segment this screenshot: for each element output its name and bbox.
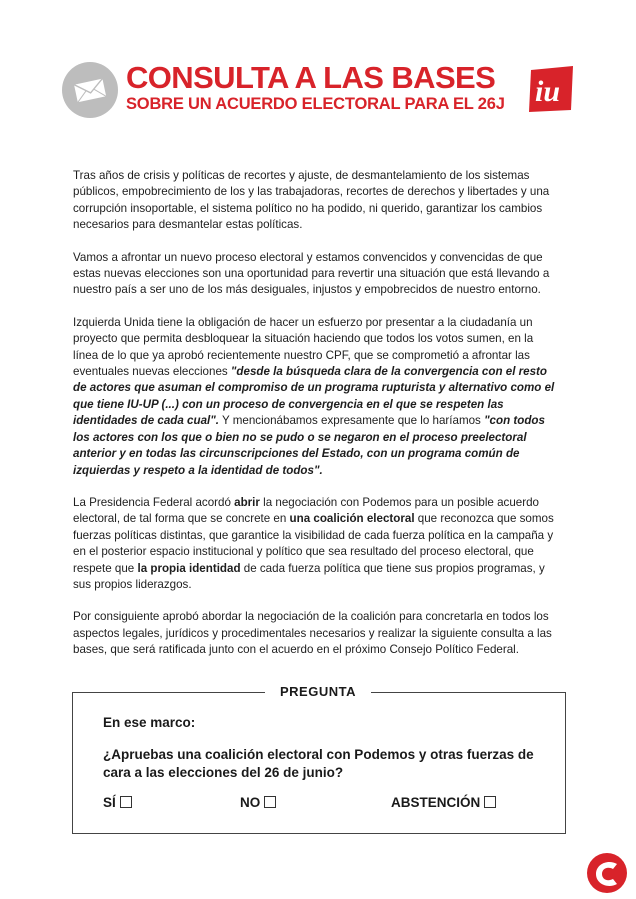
paragraph-3-text-b: Y mencionábamos expresamente que lo haríamos [218, 414, 485, 428]
iu-logo-text: iu [535, 75, 561, 108]
option-no [240, 795, 276, 810]
paragraph-3-quote-2: "con todos los actores con los que o bien no se pudo o se negaron en el proceso preelectoral anterior y en todas las circunscripciones del Estado, con un programa común de izquierdas y respeto a la identidad de todos". [73, 414, 545, 477]
iu-logo-icon [527, 64, 577, 114]
paragraph-4 [73, 495, 561, 593]
paragraph-2: Vamos a afrontar un nuevo proceso electoral y estamos convencidos y convencidas de que estas nuevas elecciones son una oportunidad para revertir una situación que está llevando a nuestro país a ser uno de los más desiguales, injustos y empobrecidos de nuestro entorno. [73, 250, 550, 297]
paragraph-4-bold-1: abrir [234, 495, 260, 509]
title-block [126, 62, 526, 113]
paragraph-5: Por consiguiente aprobó abordar la negociación de la coalición para concretarla en todos los aspectos legales, jurídicos y procedimentales necesarios y realizar la siguiente consulta a las bases, que será ratificada junto con el acuerdo en el próximo Consejo Político Federal. [73, 610, 552, 657]
question-text: ¿Apruebas una coalición electoral con Podemos y otras fuerzas de cara a las elecciones del 26 de junio? [103, 747, 534, 780]
paragraph-4-text-c: la negociación con Podemos para un posible acuerdo electoral, de tal forma que se concrete en [73, 495, 539, 526]
question-legend: PREGUNTA [265, 682, 371, 702]
option-abstencion [391, 795, 496, 810]
paragraph-4-text-a: La Presidencia Federal acordó [73, 495, 235, 509]
document-header [0, 0, 636, 130]
paragraph-3-text-a: Izquierda Unida tiene la obligación de hacer un esfuerzo por presentar a la ciudadanía un proyecto que permita desbloquear la situación haciendo que todos los votos sumen, en la línea de lo que ya aprobó recientemente nuestro CPF, que se comprometió a afrontar las eventuales nuevas elecciones [73, 315, 534, 379]
document-body [73, 168, 561, 675]
option-abstencion-checkbox[interactable] [484, 796, 496, 808]
envelope-icon [62, 62, 118, 118]
paragraph-4-text-e: de cada fuerza política que tiene sus propios programas, y sus propios liderazgos. [73, 561, 545, 591]
option-no-label: NO [240, 795, 261, 810]
paragraph-1: Tras años de crisis y políticas de recortes y ajuste, de desmantelamiento de los sistemas públicos, empobrecimiento de los y las trabajadoras, recortes de derechos y libertades y una corrupción insoportable, el sistema político no ha podido, ni querido, garantizar los cambios necesarios para desmantelar estas políticas. [73, 169, 550, 232]
paragraph-4-bold-2: una coalición electoral [289, 512, 415, 526]
option-no-checkbox[interactable] [264, 796, 276, 808]
paragraph-3 [73, 315, 561, 479]
page-title: CONSULTA A LAS BASES [126, 60, 496, 95]
party-swirl-logo-icon [586, 852, 628, 894]
option-si-checkbox[interactable] [120, 796, 132, 808]
paragraph-3-quote-1: "desde la búsqueda clara de la convergencia con el resto de actores que asuman el compromiso de un programa rupturista y alternativo como el que tiene IU-UP (...) con un proceso de convergencia en el que se respeten las identidades de cada cual". [73, 365, 555, 428]
option-si [103, 795, 132, 810]
page-subtitle: SOBRE UN ACUERDO ELECTORAL PARA EL 26J [126, 95, 505, 113]
question-intro: En ese marco: [103, 715, 196, 730]
option-abstencion-label: ABSTENCIÓN [391, 795, 481, 810]
option-si-label: SÍ [103, 795, 116, 810]
paragraph-4-bold-3: la propia identidad [137, 561, 241, 575]
paragraph-4-text-d: que reconozca que somos fuerzas políticas distintas, que garantice la visibilidad de cada fuerza política en la campaña y en el posterior espacio institucional y político que sea resultado del proceso electoral, que respete que [73, 512, 554, 575]
